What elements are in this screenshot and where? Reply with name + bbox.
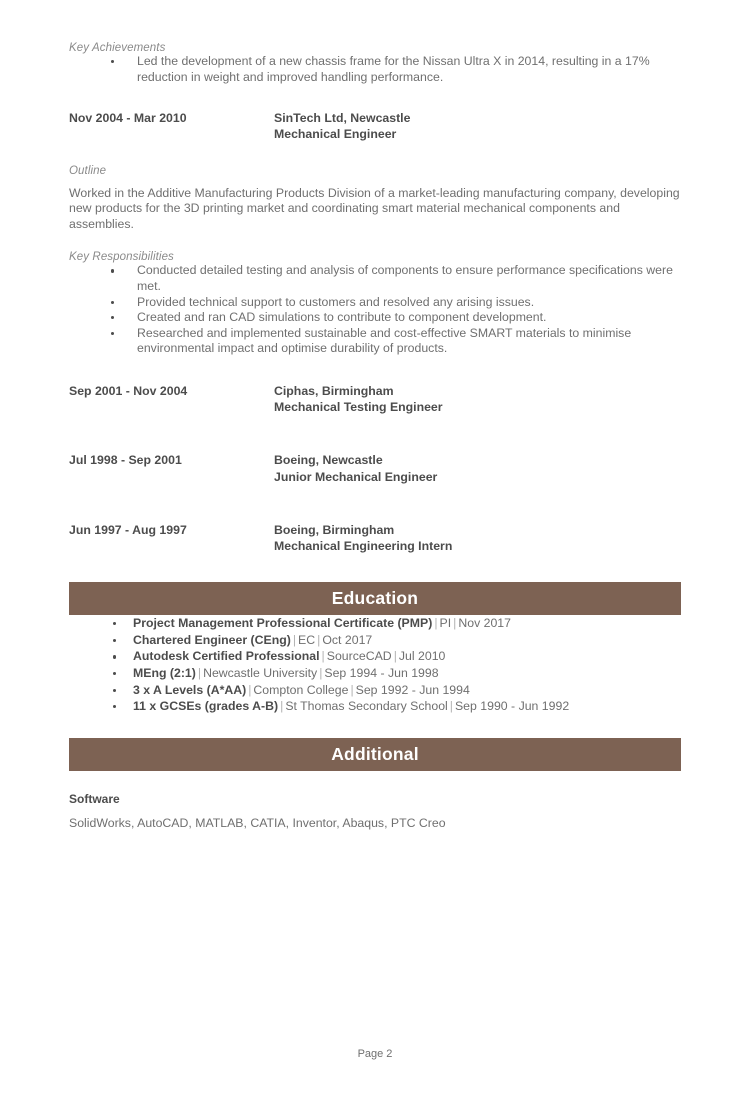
software-list: SolidWorks, AutoCAD, MATLAB, CATIA, Inventor, Abaqus, PTC Creo (69, 815, 446, 830)
additional-heading: Additional (331, 743, 419, 764)
education-institution: EC (298, 632, 316, 647)
job-role: Mechanical Engineer (274, 127, 397, 142)
education-title: Project Management Professional Certificate (PMP) (133, 616, 433, 631)
list-item (69, 615, 681, 632)
list-item: Led the development of a new chassis frame for the Nissan Ultra X in 2014, resulting in a 17% reduction in weight and improved handling performance. (69, 54, 681, 85)
list-item: Created and ran CAD simulations to contribute to component development. (69, 310, 681, 326)
job-details (274, 383, 681, 415)
separator: | (319, 665, 323, 680)
education-dates: Sep 1994 - Jun 1998 (324, 665, 439, 680)
education-institution: St Thomas Secondary School (285, 699, 448, 714)
separator: | (280, 699, 284, 714)
list-item (69, 665, 681, 682)
job-dates: Sep 2001 - Nov 2004 (69, 383, 188, 398)
separator: | (449, 699, 453, 714)
job-dates: Jun 1997 - Aug 1997 (69, 522, 187, 537)
education-title: 3 x A Levels (A*AA) (133, 682, 247, 697)
education-heading: Education (331, 588, 419, 609)
list-item (69, 632, 681, 649)
experience-entry (69, 522, 681, 554)
list-item (69, 648, 681, 665)
job-role: Mechanical Engineering Intern (274, 538, 453, 553)
experience-entry (69, 383, 681, 415)
education-institution: PI (439, 616, 452, 631)
job-company: SinTech Ltd, Newcastle (274, 111, 411, 126)
separator: | (453, 616, 457, 631)
education-institution: Compton College (253, 682, 349, 697)
page-footer: Page 2 (357, 1048, 393, 1060)
job-company: Boeing, Birmingham (274, 522, 395, 537)
job-role: Mechanical Testing Engineer (274, 400, 443, 415)
experience-entry (69, 110, 681, 142)
education-list (69, 615, 681, 715)
list-item: Conducted detailed testing and analysis of components to ensure performance specifications were met. (69, 263, 681, 294)
separator: | (350, 682, 354, 697)
education-dates: Oct 2017 (322, 632, 373, 647)
education-title: Autodesk Certified Professional (133, 649, 320, 664)
key-responsibilities-heading: Key Responsibilities (69, 251, 174, 264)
list-item: Provided technical support to customers and resolved any arising issues. (69, 295, 681, 311)
separator: | (434, 616, 438, 631)
job-details (274, 110, 681, 142)
software-label: Software (69, 791, 120, 806)
education-title: Chartered Engineer (CEng) (133, 632, 291, 647)
job-dates: Nov 2004 - Mar 2010 (69, 111, 187, 126)
resume-page (0, 42, 750, 1103)
outline-heading: Outline (69, 164, 107, 177)
outline-text: Worked in the Additive Manufacturing Products Division of a market-leading manufacturing company, developing new products for the 3D printing market and coordinating smart material mechanical components and assemblies. (69, 185, 680, 231)
education-title: MEng (2:1) (133, 665, 196, 680)
list-item (69, 698, 681, 715)
key-achievements-list (69, 54, 681, 85)
additional-section-banner (69, 738, 681, 771)
education-section-banner (69, 582, 681, 615)
education-title: 11 x GCSEs (grades A-B) (133, 699, 279, 714)
key-achievements-heading: Key Achievements (69, 42, 166, 54)
experience-entry (69, 452, 681, 484)
job-company: Ciphas, Birmingham (274, 383, 394, 398)
education-institution: SourceCAD (326, 649, 392, 664)
education-institution: Newcastle University (203, 665, 318, 680)
separator: | (393, 649, 397, 664)
education-dates: Sep 1990 - Jun 1992 (454, 699, 570, 714)
job-dates: Jul 1998 - Sep 2001 (69, 453, 182, 468)
education-dates: Nov 2017 (458, 616, 511, 631)
separator: | (248, 682, 252, 697)
job-details (274, 522, 681, 554)
job-company: Boeing, Newcastle (274, 453, 383, 468)
separator: | (197, 665, 202, 680)
job-role: Junior Mechanical Engineer (274, 469, 438, 484)
separator: | (292, 632, 297, 647)
key-responsibilities-list (69, 263, 681, 357)
education-dates: Jul 2010 (398, 649, 446, 664)
list-item: Researched and implemented sustainable and cost-effective SMART materials to minimise environmental impact and optimise durability of products. (69, 326, 681, 357)
education-dates: Sep 1992 - Jun 1994 (355, 682, 470, 697)
list-item (69, 682, 681, 699)
separator: | (317, 632, 321, 647)
job-details (274, 452, 681, 484)
separator: | (321, 649, 325, 664)
